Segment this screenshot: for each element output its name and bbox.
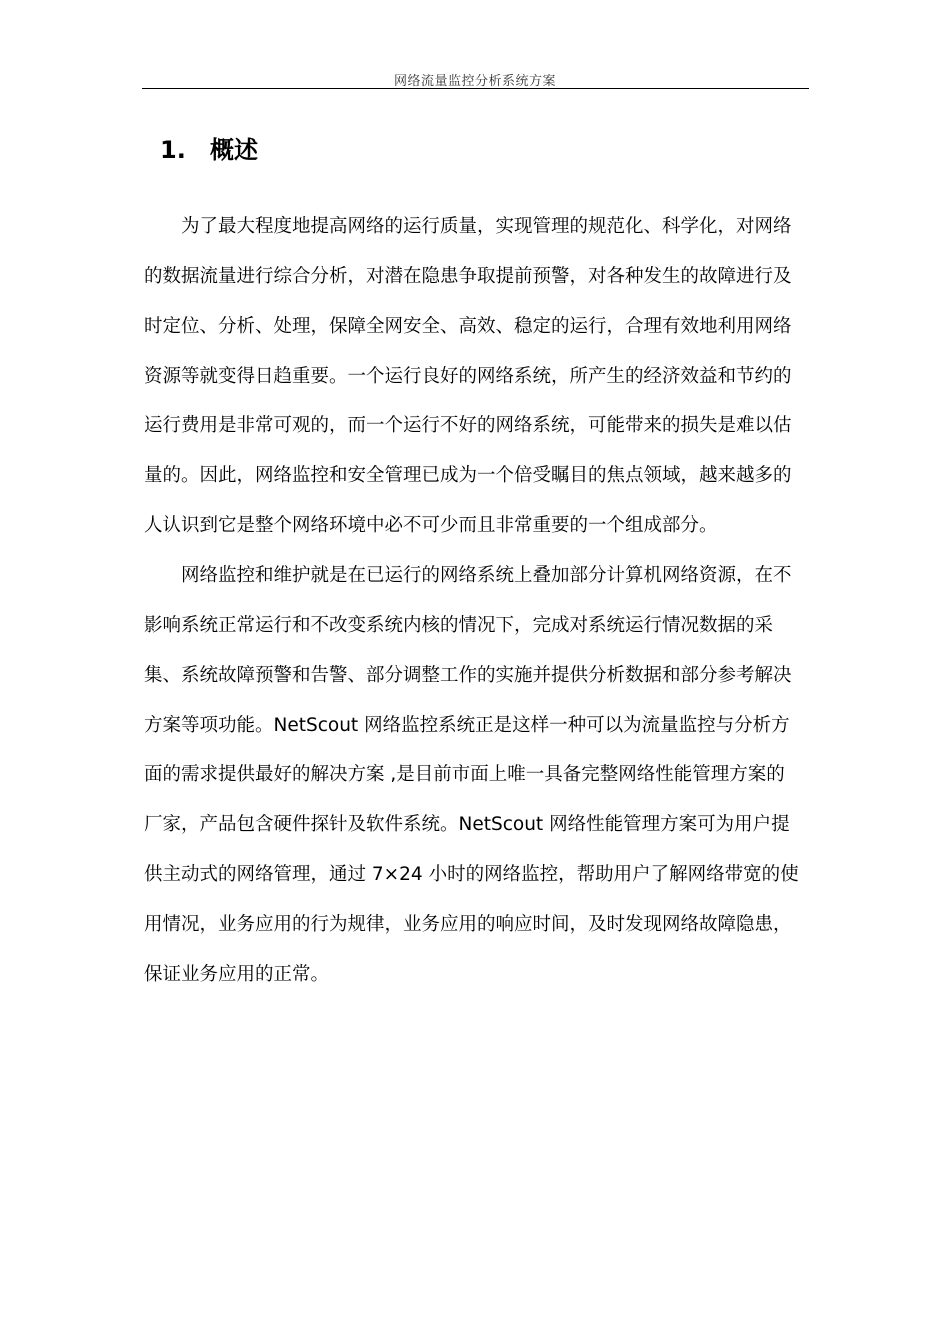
header-divider [142, 88, 809, 89]
body-line: 用情况，业务应用的行为规律，业务应用的响应时间，及时发现网络故障隐患， [144, 913, 792, 935]
body-line: 量的。因此，网络监控和安全管理已成为一个倍受瞩目的焦点领域，越来越多的 [144, 465, 792, 487]
body-line: 时定位、分析、处理，保障全网安全、高效、稳定的运行，合理有效地利用网络 [144, 315, 792, 337]
body-line: 人认识到它是整个网络环境中必不可少而且非常重要的一个组成部分。 [144, 515, 718, 537]
body-line: 的数据流量进行综合分析，对潜在隐患争取提前预警，对各种发生的故障进行及 [144, 265, 792, 287]
header-title: 网络流量监控分析系统方案 [393, 74, 556, 89]
body-line: 为了最大程度地提高网络的运行质量，实现管理的规范化、科学化，对网络 [181, 216, 792, 237]
section-number: 1. [160, 136, 186, 164]
body-line: 保证业务应用的正常。 [144, 963, 330, 985]
body-line: 影响系统正常运行和不改变系统内核的情况下，完成对系统运行情况数据的采 [144, 614, 774, 636]
body-line: 供主动式的网络管理，通过 7×24 小时的网络监控，帮助用户了解网络带宽的使 [144, 864, 799, 886]
body-line: 资源等就变得日趋重要。一个运行良好的网络系统，所产生的经济效益和节约的 [144, 365, 792, 387]
body-line: 集、系统故障预警和告警、部分调整工作的实施并提供分析数据和部分参考解决 [144, 664, 792, 686]
section-title: 概述 [210, 136, 258, 164]
body-line: 网络监控和维护就是在已运行的网络系统上叠加部分计算机网络资源，在不 [181, 564, 792, 586]
body-line: 面的需求提供最好的解决方案 ,是目前市面上唯一具备完整网络性能管理方案的 [144, 764, 785, 786]
body-line: 运行费用是非常可观的，而一个运行不好的网络系统，可能带来的损失是难以估 [144, 415, 792, 437]
body-line: 方案等项功能。NetScout 网络监控系统正是这样一种可以为流量监控与分析方 [144, 714, 790, 736]
body-line: 厂家，产品包含硬件探针及软件系统。NetScout 网络性能管理方案可为用户提 [144, 814, 790, 836]
section-heading [160, 134, 258, 166]
